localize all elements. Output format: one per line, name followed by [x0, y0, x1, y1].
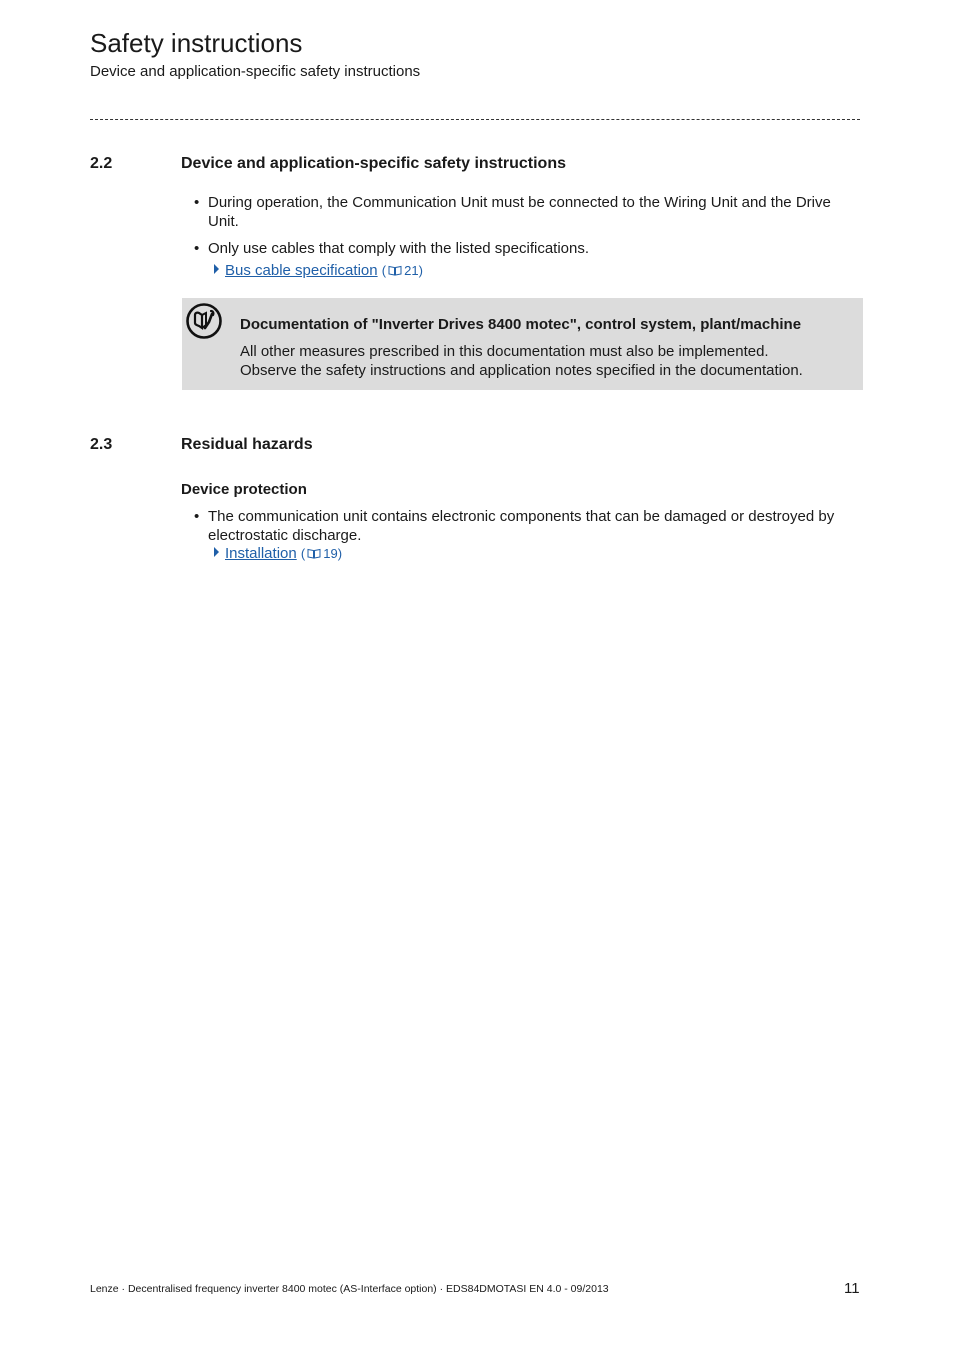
list-item: [194, 193, 864, 231]
footer-text: Lenze · Decentralised frequency inverter 8400 motec (AS-Interface option) · EDS84DMOTASI EN 4.0 - 09/2013: [90, 1283, 609, 1295]
section-2-2-bullet-list: [194, 193, 864, 266]
bus-cable-link-line: [214, 262, 423, 279]
list-item-text: Only use cables that comply with the listed specifications.: [208, 240, 590, 257]
list-item: [194, 507, 864, 545]
page-reference-number: 19: [323, 546, 338, 561]
bullet-dot: •: [194, 508, 200, 525]
documentation-reference-icon: [185, 302, 223, 345]
arrow-right-icon: [214, 264, 219, 274]
list-item-text: The communication unit contains electronic components that can be damaged or destroyed by electrostatic discharge.: [208, 508, 835, 544]
page-title: Safety instructions: [90, 28, 303, 58]
section-2-3-title: Residual hazards: [181, 436, 313, 453]
book-icon: [388, 265, 402, 276]
note-line-2: Observe the safety instructions and application notes specified in the documentation.: [240, 362, 803, 379]
bullet-dot: •: [194, 194, 200, 211]
bus-cable-specification-link[interactable]: Bus cable specification: [225, 262, 378, 279]
section-2-3-number: 2.3: [90, 436, 113, 453]
header-divider: [90, 119, 860, 120]
page-subtitle: Device and application-specific safety instructions: [90, 63, 421, 80]
installation-link-line: [214, 545, 342, 562]
page-reference[interactable]: ( 19): [300, 546, 343, 561]
page-reference[interactable]: ( 21): [381, 263, 423, 278]
arrow-right-icon: [214, 547, 219, 557]
bullet-dot: •: [194, 240, 200, 257]
note-line-1: All other measures prescribed in this documentation must also be implemented.: [240, 343, 769, 360]
installation-link[interactable]: Installation: [225, 545, 297, 562]
list-item: [194, 239, 864, 258]
page-reference-number: 21: [404, 263, 419, 278]
list-item-text: During operation, the Communication Unit must be connected to the Wiring Unit and the Drive Unit.: [208, 194, 831, 230]
note-body: [240, 342, 803, 380]
section-2-2-title: Device and application-specific safety instructions: [181, 155, 566, 172]
section-2-2-number: 2.2: [90, 155, 113, 172]
book-icon: [307, 548, 321, 559]
page-number: 11: [844, 1280, 860, 1297]
note-heading: Documentation of "Inverter Drives 8400 motec", control system, plant/machine: [240, 316, 802, 333]
device-protection-heading: Device protection: [181, 481, 307, 498]
